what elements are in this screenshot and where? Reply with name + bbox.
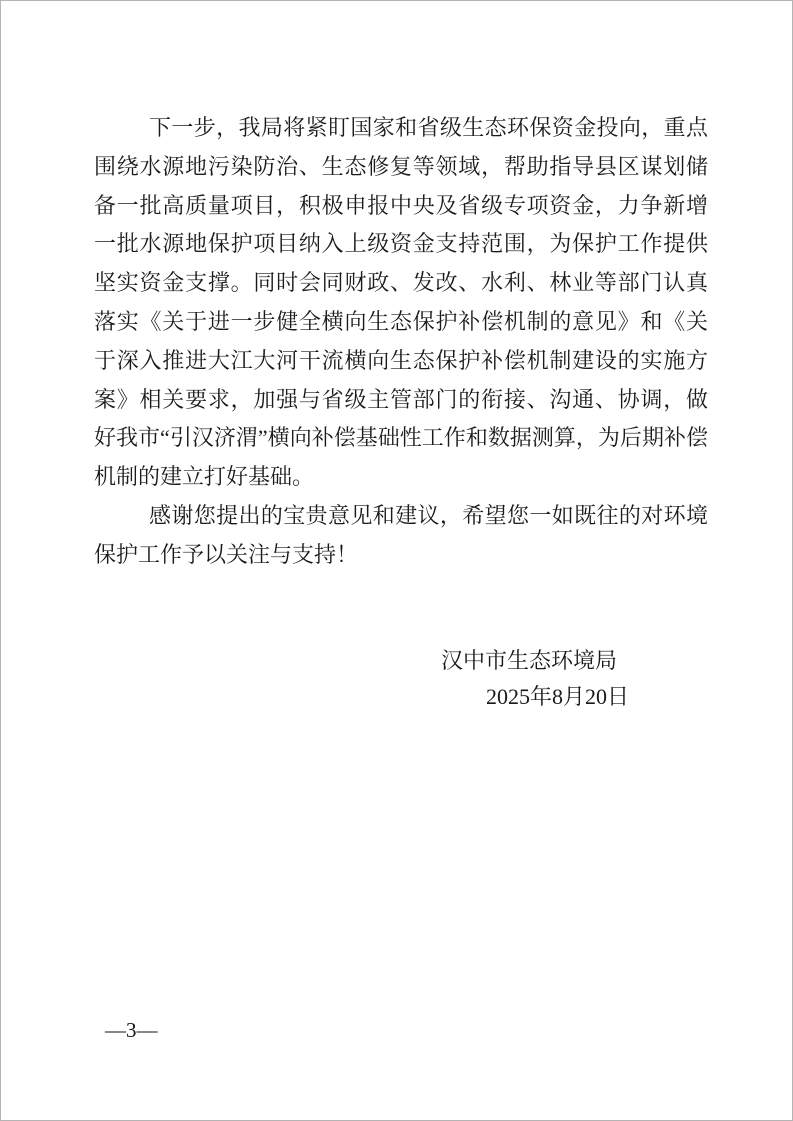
- document-content: [94, 1, 708, 715]
- signature-block: [94, 643, 708, 715]
- page-number: —3—: [105, 1018, 158, 1042]
- signature-organization: 汉中市生态环境局: [440, 647, 617, 673]
- body-text: [94, 109, 708, 575]
- body-paragraph-next-steps: 下一步，我局将紧盯国家和省级生态环保资金投向，重点围绕水源地污染防治、生态修复等领域，帮助指导县区谋划储备一批高质量项目，积极申报中央及省级专项资金，力争新增一批水源地保护项目纳入上级资金支持范围，为保护工作提供坚实资金支撑。同时会同财政、发改、水利、林业等部门认真落实《关于进一步健全横向生态保护补偿机制的意见》和《关于深入推进大江大河干流横向生态保护补偿机制建设的实施方案》相关要求，加强与省级主管部门的衔接、沟通、协调，做好我市“引汉济渭”横向补偿基础性工作和数据测算，为后期补偿机制的建立打好基础。: [94, 115, 708, 490]
- body-paragraph-thanks: 感谢您提出的宝贵意见和建议，希望您一如既往的对环境保护工作予以关注与支持！: [94, 502, 708, 567]
- signature-date: 2025年8月20日: [485, 683, 629, 709]
